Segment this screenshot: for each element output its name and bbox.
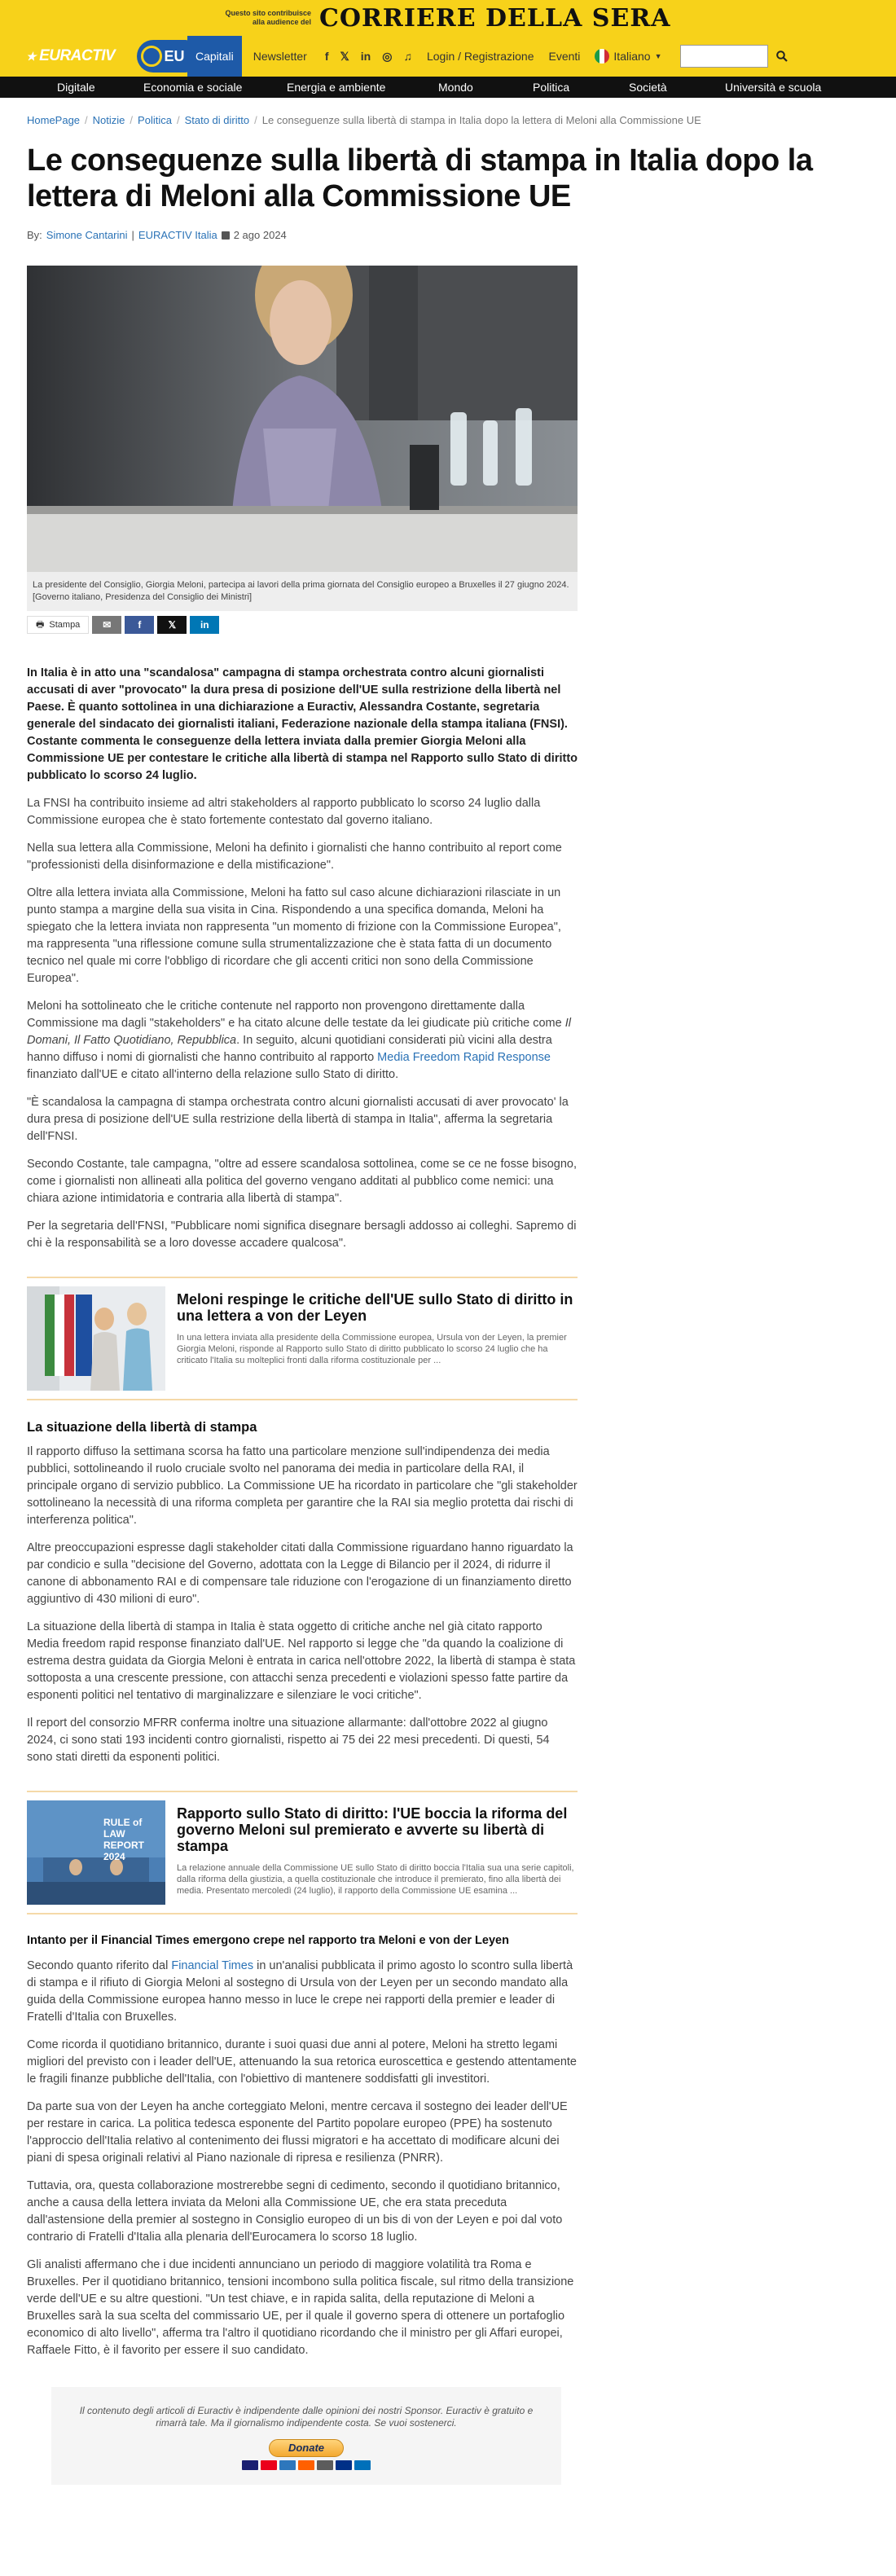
category-digitale[interactable]: Digitale [57,81,95,94]
print-button[interactable] [27,616,89,634]
language-selector[interactable] [595,49,661,64]
article-body [27,665,578,2359]
language-label: Italiano [613,50,651,63]
x-icon: 𝕏 [168,619,177,631]
financial-times-link[interactable]: Financial Times [171,1959,254,1972]
category-energia[interactable]: Energia e ambiente [287,81,386,94]
newspapers-list: Il Domani, Il Fatto Quotidiano, Repubblica [27,1017,571,1047]
related-content [177,1800,578,1905]
paragraph: Come ricorda il quotidiano britannico, durante i suoi quasi due anni al potere, Meloni ha stretto legami migliori del previsto con i leader dell'UE, attenuando la sua retorica euroscettica e gestendo attentamente le fragili finanze pubbliche dell'Italia, con l'obiettivo di mantenere soddisfatti gli investitori. [27,2038,577,2086]
category-bar [0,77,896,98]
eu-logo-text: EU [164,47,185,64]
meloni-vdl-photo [27,1286,165,1391]
thumbnail-overlay-text: RULE of LAW REPORT 2024 [103,1817,145,1862]
sponsor-note [225,9,311,27]
linkedin-icon: in [200,619,209,631]
card-icon [242,2460,258,2470]
paragraph-text: finanziato dall'UE e citato all'interno della relazione sullo Stato di diritto. [27,1068,399,1081]
capitali-eu-logo[interactable] [137,40,189,73]
byline [27,229,869,241]
search-button[interactable] [768,45,796,68]
paragraph: Altre preoccupazioni espresse dagli stakeholder citati dalla Commissione riguardano hanno riguardato la par condicio e sulla "decisione del Governo, adottata con la Legge di Bilancio per il 2024, di ridurre il canone di abbonamento RAI e di compensare tale riduzione con l'erogazione di un finanziamento diretto aggiuntivo di 430 milioni di euro". [27,1541,573,1606]
breadcrumb-stato-di-diritto[interactable]: Stato di diritto [184,114,250,126]
related-content [177,1286,578,1391]
brand-name: EURACTIV [39,47,116,64]
share-bar [27,616,869,634]
top-navigation [0,36,896,77]
newsletter-link[interactable]: Newsletter [253,50,307,63]
x-icon[interactable]: 𝕏 [340,49,349,63]
payment-cards [51,2460,561,2470]
article-lead: In Italia è in atto una "scandalosa" campagna di stampa orchestrata contro alcuni giornalisti accusati di aver "provocato" la dura presa di posizione dell'UE sulla restrizione della libertà nel Paese. È quanto sottolinea in una dichiarazione a Euractiv, Alessandra Costante, segretaria generale del sindacato dei giornalisti italiani, Federazione nazionale della stampa italiana (FNSI). Costante commenta le conseguenze della lettera inviata dalla premier Giorgia Meloni alla Commissione UE per contestare le critiche alla libertà di stampa nel Rapporto sullo Stato di diritto pubblicato lo scorso 24 luglio. [27,666,578,782]
paragraph: Da parte sua von der Leyen ha anche corteggiato Meloni, mentre cercava il sostegno dei leader dell'UE per restare in carica. La politica tedesca esponente del Partito popolare europeo (PPE) ha sostenuto l'approccio dell'Italia relativo al contenimento dei flussi migratori e ha accettato di modificare alcuni dei piani di spesa originali relativi al Piano nazionale di ripresa e resilienza (PNRR). [27,2100,568,2165]
card-icon [261,2460,277,2470]
paragraph [27,998,578,1084]
envelope-icon: ✉ [103,619,112,631]
card-icon [317,2460,333,2470]
capitali-link[interactable]: Capitali [187,36,242,77]
card-icon [279,2460,296,2470]
paragraph-text: Meloni ha sottolineato che le critiche contenute nel rapporto non provengono direttamente dalla Commissione ma dagli "stakeholders" e ha citato alcune delle testate da lei giudicate più critiche come [27,1000,565,1030]
linkedin-share-button[interactable] [190,616,219,634]
paragraph: Il rapporto diffuso la settimana scorsa ha fatto una particolare menzione sull'indipendenza dei media pubblici, sottolineando il ruolo cruciale svolto nel panorama dei media in particolare della RAI, il principale organo di servizio pubblico. La Commissione UE ha ricordato in particolare che "gli stakeholder sottolineano la necessità di una riforma completa per garantire che la RAI sia meglio protetta dai rischi di interferenza politica". [27,1445,578,1527]
card-icon [298,2460,314,2470]
related-title[interactable]: Meloni respinge le critiche dell'UE sullo Stato di diritto in una lettera a von der Leyen [177,1291,573,1324]
disclaimer-text: Il contenuto degli articoli di Euractiv è indipendente dalle opinioni dei nostri Sponsor. Euractiv è gratuito e rimarrà tale. Ma il giornalismo indipendente costa. Se vuoi sostenerci. [79,2405,534,2429]
category-mondo[interactable]: Mondo [438,81,473,94]
italy-flag-icon [595,49,609,64]
search-icon [776,51,788,62]
calendar-icon [222,231,230,240]
related-thumbnail[interactable] [27,1800,165,1905]
linkedin-icon[interactable]: in [360,49,371,63]
threads-icon[interactable]: ♫ [403,49,412,63]
source-link[interactable]: EURACTIV Italia [138,229,217,241]
sponsor-note-line1: Questo sito contribuisce [225,9,311,17]
card-icon [354,2460,371,2470]
category-economia[interactable]: Economia e sociale [143,81,243,94]
paragraph: Per la segretaria dell'FNSI, "Pubblicare nomi significa disegnare bersagli addosso ai colleghi. Sapremo di chi è la responsabilità se a loro dovesse accadere qualcosa". [27,1220,577,1250]
hero-image [27,266,578,572]
social-links [325,50,412,64]
paragraph: Gli analisti affermano che i due incidenti annunciano un periodo di maggiore volatilità tra Roma e Bruxelles. Per il quotidiano britannico, tensioni incombono sulla politica fiscale, sul ritmo della transizione verde dell'UE e su altre questioni. "Un test chiave, e in rapida salita, della reputazione di Meloni a Bruxelles sarà la sua scelta del commissario UE, per il quale il governo spera di ottenere un portafoglio economico di alto livello", afferma tra l'altro il quotidiano ricordando che il ministro per gli Affari europei, Raffaele Fitto, è il favorito per essere il suo candidato. [27,2258,574,2357]
paragraph: "È scandalosa la campagna di stampa orchestrata contro alcuni giornalisti accusati di aver provocato' la dura presa di posizione dell'UE sulla restrizione della libertà di stampa in Italia", afferma la segretaria dell'FNSI. [27,1096,569,1143]
paragraph: Secondo Costante, tale campagna, "oltre ad essere scandalosa sottolinea, come se ce ne fosse bisogno, come i giornalisti non allineati alla politica del governo vengano additati al pubblico come nemici: una chiara azione intimidatoria e contraria alla libertà di stampa". [27,1158,577,1205]
paragraph: Tuttavia, ora, questa collaborazione mostrerebbe segni di cedimento, secondo il quotidiano britannico, anche a causa della lettera inviata da Meloni alla Commissione UE, che era stata preceduta dall'astensione della premier al sostegno in Consiglio europeo di un bis di von der Leyen e poi dal voto contrario di Fratelli d'Italia alla plenaria dell'Eurocamera lo scorso 18 luglio. [27,2179,563,2244]
category-politica[interactable]: Politica [533,81,570,94]
byline-label: By: [27,229,42,241]
paragraph: La situazione della libertà di stampa in Italia è stata oggetto di critiche anche nel già citato rapporto Media freedom rapid response finanziato dall'UE. Nel rapporto si legge che "da quando la coalizione di estrema destra guidata da Giorgia Meloni è entrata in carica nell'ottobre 2022, la libertà di stampa è stata sottoposta a una crescente pressione, con attacchi senza precedenti e violazioni spesso fatte partire da esponenti politici nel tentativo di marginalizzare e silenziare le voci critiche". [27,1620,576,1702]
breadcrumb-politica[interactable]: Politica [138,114,172,126]
donate-button[interactable]: Donate [269,2439,344,2457]
facebook-share-button[interactable] [125,616,154,634]
breadcrumb-separator: / [254,114,257,126]
paragraph: Nella sua lettera alla Commissione, Meloni ha definito i giornalisti che hanno contribuito al report come "professionisti della disinformazione e della mistificazione". [27,842,562,872]
related-excerpt: La relazione annuale della Commissione UE sullo Stato di diritto boccia l'Italia sua una serie capitoli, dalla riforma della giustizia, a quella costituzionale che introduce il premierato, fino alla libertà dei media. Presentato mercoledì (24 luglio), il rapporto della Commissione UE esamina ... [177,1863,574,1896]
card-icon [336,2460,352,2470]
section-heading: Intanto per il Financial Times emergono crepe nel rapporto tra Meloni e von der Leyen [27,1934,509,1947]
byline-separator: | [131,229,134,241]
section-heading: La situazione della libertà di stampa [27,1420,257,1435]
breadcrumb-separator: / [176,114,180,126]
related-article[interactable] [27,1791,578,1914]
sponsor-note-line2: alla audience del [252,18,311,26]
publish-date: 2 ago 2024 [233,229,287,241]
related-thumbnail[interactable] [27,1286,165,1391]
email-share-button[interactable] [92,616,121,634]
paragraph-text: . In seguito, alcuni quotidiani considerati più vicini alla destra hanno diffuso i nomi di giornalisti che hanno contribuito al rapporto [27,1034,552,1064]
login-link[interactable]: Login / Registrazione [426,50,534,63]
instagram-icon[interactable]: ◎ [382,49,393,63]
breadcrumb [27,114,869,126]
paragraph: Il report del consorzio MFRR conferma inoltre una situazione allarmante: dall'ottobre 2022 al giugno 2024, ci sono stati 193 incidenti contro giornalisti, rispetto ai 75 dei 22 mesi precedenti. Di questi, 54 sono stati diretti da esponenti politici. [27,1717,550,1764]
facebook-icon: f [138,619,142,631]
breadcrumb-home[interactable]: HomePage [27,114,81,126]
breadcrumb-current: Le conseguenze sulla libertà di stampa in Italia dopo la lettera di Meloni alla Commissione UE [261,114,701,126]
page-title: Le conseguenze sulla libertà di stampa in Italia dopo la lettera di Meloni alla Commissione UE [27,143,813,213]
euractiv-logo[interactable] [26,47,137,65]
sponsor-banner[interactable] [0,0,896,36]
header-links [253,45,768,68]
star-icon: ★ [26,49,37,63]
breadcrumb-separator: / [85,114,88,126]
main-content [0,114,896,2485]
events-link[interactable]: Eventi [548,50,581,63]
meloni-photo [27,266,578,572]
breadcrumb-notizie[interactable]: Notizie [92,114,125,126]
caret-down-icon: ▼ [654,52,662,60]
search-input[interactable] [680,45,768,68]
paragraph-text: Secondo quanto riferito dal [27,1959,172,1972]
circle-icon [141,46,162,67]
paragraph-text: in un'analisi pubblicata il primo agosto lo scontro sulla libertà di stampa e il rifiuto di Giorgia Meloni al sostegno di Ursula von der Leyen per un secondo mandato alla guida della Commissione europea hanno messo in luce le crepe nei rapporti della premier e leader di Fratelli d'Italia con Bruxelles. [27,1959,573,2024]
related-article[interactable] [27,1277,578,1400]
paragraph: La FNSI ha contribuito insieme ad altri stakeholders al rapporto pubblicato lo scorso 24 luglio dalla Commissione europea che è stato fortemente contestato dal governo italiano. [27,797,541,827]
category-societa[interactable]: Società [629,81,667,94]
x-share-button[interactable] [157,616,187,634]
author-link[interactable]: Simone Cantarini [46,229,128,241]
facebook-icon[interactable]: f [324,49,329,63]
printer-icon: 🖶 [36,619,45,630]
related-excerpt: In una lettera inviata alla presidente della Commissione europea, Ursula von der Leyen, la premier Giorgia Meloni, risponde al Rapporto sullo Stato di diritto pubblicato lo scorso 24 luglio che ha criticato l'Italia su molteplici fronti dalla riforma costituzionale per ... [177,1333,567,1365]
image-caption: La presidente del Consiglio, Giorgia Meloni, partecipa ai lavori della prima giornata del Consiglio europeo a Bruxelles il 27 giugno 2024. [Governo italiano, Presidenza del Consiglio dei Ministri] [27,572,578,611]
sponsor-logo[interactable]: CORRIERE DELLA SERA [318,3,671,33]
paragraph [27,1958,578,2026]
related-title[interactable]: Rapporto sullo Stato di diritto: l'UE boccia la riforma del governo Meloni sul premierato e avverte su libertà di stampa [177,1805,568,1854]
paragraph: Oltre alla lettera inviata alla Commissione, Meloni ha fatto sul caso alcune dichiarazioni rilasciate in un punto stampa a margine della sua visita in Cina. Rispondendo a una specifica domanda, Meloni ha spiegato che la lettera inviata non rappresenta "un momento di frizione con la Commissione Europea", ma rappresenta "una riflessione comune sulla strumentalizzazione che è stata fatta di un documento tecnico nel quale mi corre l'obbligo di ricordare che gli accenti critici non sono della Commissione Europea". [27,886,561,985]
mfrr-link[interactable]: Media Freedom Rapid Response [377,1051,551,1064]
category-universita[interactable]: Università e scuola [725,81,822,94]
sponsor-disclaimer [51,2387,561,2485]
breadcrumb-separator: / [130,114,134,126]
print-label: Stampa [49,620,81,630]
